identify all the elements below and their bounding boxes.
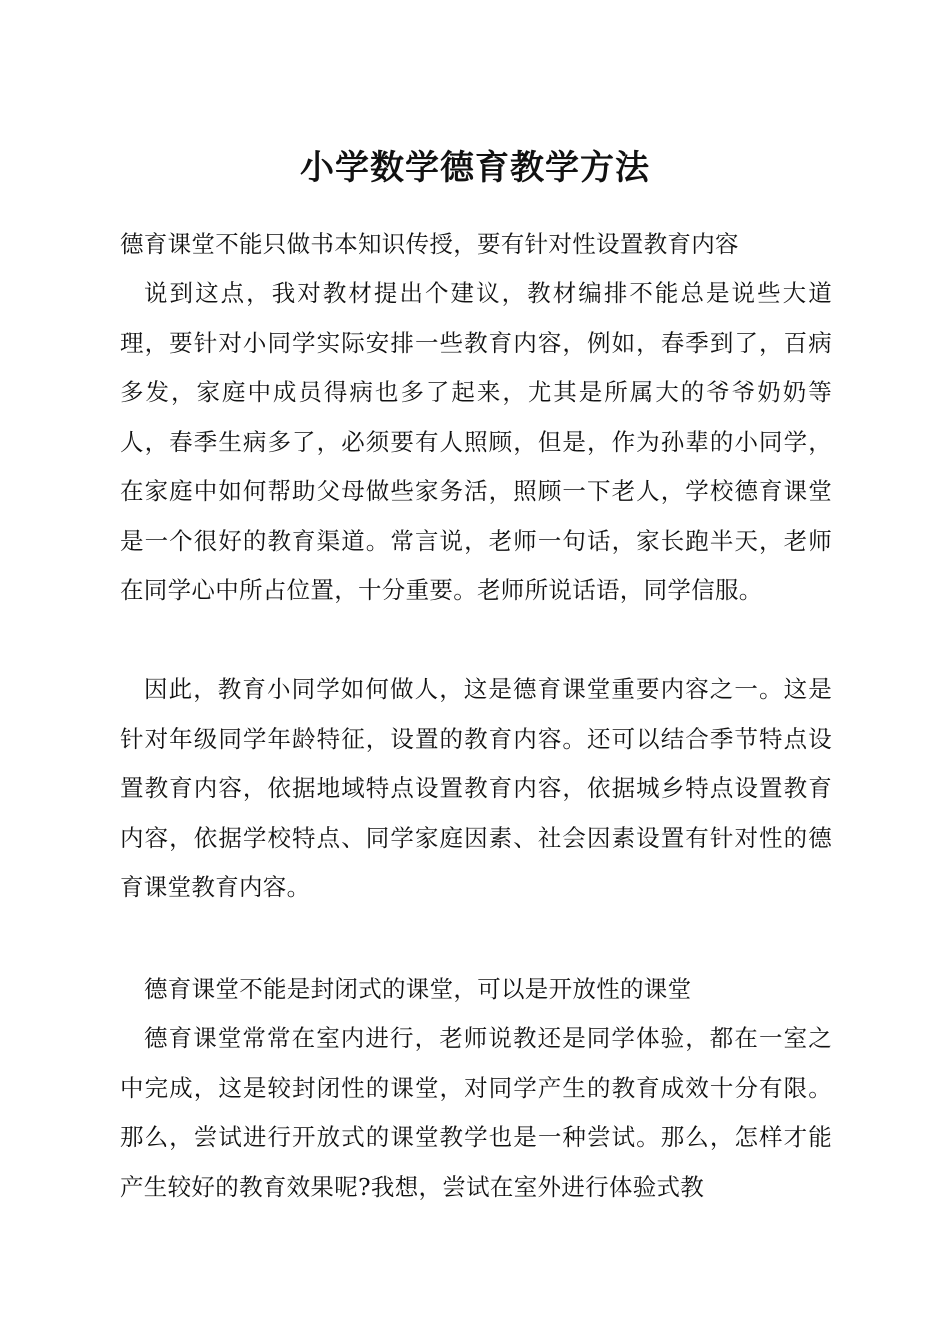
paragraph: 因此，教育小同学如何做人，这是德育课堂重要内容之一。这是针对年级同学年龄特征，设置的教育内容。还可以结合季节特点设置教育内容，依据地域特点设置教育内容，依据城乡特点设置教育内容，依据学校特点、同学家庭因素、社会因素设置有针对性的德育课堂教育内容。: [120, 675, 832, 901]
paragraph: 德育课堂常常在室内进行，老师说教还是同学体验，都在一室之中完成，这是较封闭性的课堂，对同学产生的教育成效十分有限。那么，尝试进行开放式的课堂教学也是一种尝试。那么，怎样才能产生较好的教育效果呢?我想，尝试在室外进行体验式教: [120, 1024, 832, 1201]
section-heading-1: 德育课堂不能只做书本知识传授，要有针对性设置教育内容: [120, 230, 739, 258]
section-heading-2: 德育课堂不能是封闭式的课堂，可以是开放性的课堂: [144, 975, 692, 1003]
paragraph: 说到这点，我对教材提出个建议，教材编排不能总是说些大道理，要针对小同学实际安排一些教育内容，例如，春季到了，百病多发，家庭中成员得病也多了起来，尤其是所属大的爷爷奶奶等人，春季生病多了，必须要有人照顾，但是，作为孙辈的小同学，在家庭中如何帮助父母做些家务活，照顾一下老人，学校德育课堂是一个很好的教育渠道。常言说，老师一句话，家长跑半天，老师在同学心中所占位置，十分重要。老师所说话语，同学信服。: [120, 279, 832, 604]
document-title: 小学数学德育教学方法: [300, 148, 650, 188]
